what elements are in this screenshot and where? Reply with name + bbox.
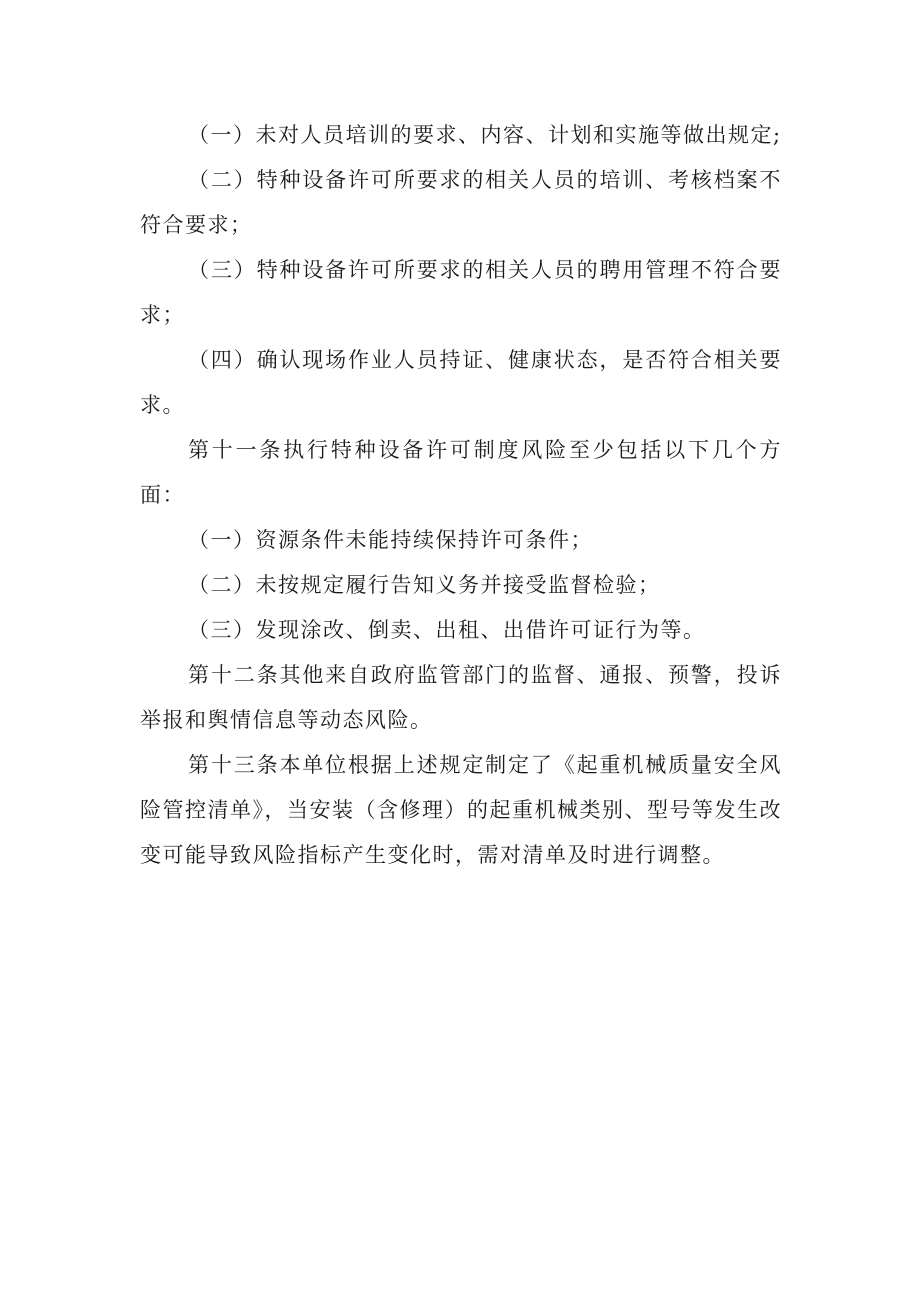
paragraph-notification-duty: （二）未按规定履行告知义务并接受监督检验； — [188, 573, 661, 597]
paragraph-resource-conditions: （一）资源条件未能持续保持许可条件； — [188, 528, 593, 552]
paragraph-onsite-certification: （四）确认现场作业人员持证、健康状态，是否符合相关要求。 — [140, 348, 782, 417]
paragraph-article-13: 第十三条本单位根据上述规定制定了《起重机械质量安全风险管控清单》，当安装（含修理）的起重机械类别、型号等发生改变可能导致风险指标产生变化时，需对清单及时进行调整。 — [140, 753, 782, 867]
paragraph-personnel-training-rules: （一）未对人员培训的要求、内容、计划和实施等做出规定; — [188, 123, 782, 147]
paragraph-license-misuse: （三）发现涂改、倒卖、出租、出借许可证行为等。 — [188, 618, 706, 642]
paragraph-article-11: 第十一条执行特种设备许可制度风险至少包括以下几个方面： — [140, 438, 782, 507]
document-body — [140, 113, 782, 878]
paragraph-hiring-management: （三）特种设备许可所要求的相关人员的聘用管理不符合要求； — [140, 258, 782, 327]
paragraph-training-records: （二）特种设备许可所要求的相关人员的培训、考核档案不符合要求； — [140, 168, 782, 237]
paragraph-article-12: 第十二条其他来自政府监管部门的监督、通报、预警，投诉举报和舆情信息等动态风险。 — [140, 663, 782, 732]
